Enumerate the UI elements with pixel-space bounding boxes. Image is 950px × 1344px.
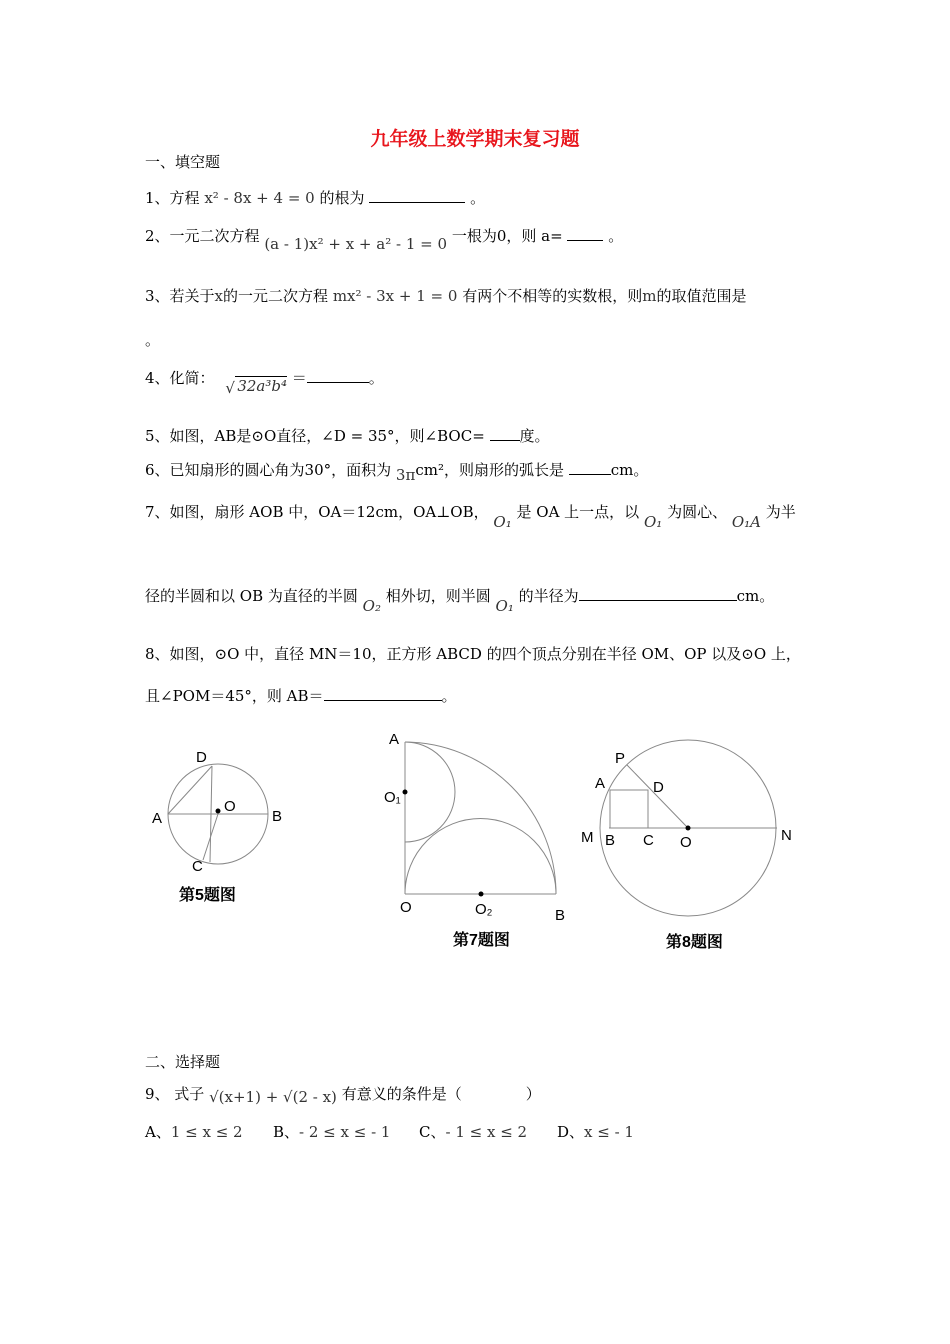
q9-option-c[interactable]: [419, 1122, 557, 1142]
question-8: 8、如图，⊙O 中，直径 MN＝10，正方形 ABCD 的四个顶点分别在半径 OM、OP 以及⊙O 上，: [145, 645, 801, 663]
fig7-label-o1: O₁: [384, 789, 401, 806]
fig7-sector-arc: [405, 742, 556, 894]
q7-line2a: 径的半圆和以 OB 为直径的半圆: [145, 587, 358, 605]
question-4: [145, 368, 384, 397]
question-2: [145, 226, 624, 253]
question-8-line2: [145, 686, 457, 706]
fig7-label-a: A: [389, 731, 400, 748]
figure-7: [380, 724, 580, 924]
q4-prefix: 4、化简：: [145, 369, 215, 387]
fig7-caption: 第7题图: [453, 932, 510, 949]
q4-end: 。: [368, 369, 384, 387]
fig8-label-c: C: [643, 832, 654, 849]
q4-radical: √ 32a³b⁴: [225, 377, 287, 397]
q6-area-value: 3π: [395, 466, 416, 484]
q9-option-a[interactable]: [145, 1122, 273, 1142]
q6-end: cm。: [610, 461, 649, 479]
fig5-label-c: C: [192, 858, 203, 875]
q3-continuation: 。: [145, 331, 161, 349]
fig5-label-b: B: [272, 808, 283, 825]
fig5-label-a: A: [152, 810, 163, 827]
q8-line2: 且∠POM＝45°，则 AB＝: [145, 687, 324, 705]
q9-suffix: 有意义的条件是（: [341, 1085, 462, 1103]
q3-var-x: x: [214, 287, 224, 305]
fig7-label-b: B: [555, 907, 566, 924]
q4-expression: 32a³b⁴: [237, 377, 287, 395]
q2-end: 。: [608, 227, 624, 245]
q3-mid: 的一元二次方程: [223, 287, 329, 305]
fig7-o1-dot: [403, 790, 408, 795]
q8-answer-blank[interactable]: [324, 686, 442, 701]
q9-option-d[interactable]: [557, 1122, 634, 1142]
q2-prefix: 2、一元二次方程: [145, 227, 260, 245]
q9-option-c-label: C、: [419, 1123, 446, 1141]
q3-prefix: 3、若关于: [145, 287, 215, 305]
q7-part3: 为圆心、: [667, 503, 728, 521]
q2-answer-blank[interactable]: [567, 226, 603, 241]
fig7-semicircle-o1: [405, 742, 455, 842]
fig7-semicircle-o2: [405, 819, 556, 894]
q3-equation: mx² - 3x + 1 = 0: [332, 287, 458, 305]
question-3: [145, 286, 746, 306]
q6-answer-blank[interactable]: [569, 460, 611, 475]
fig5-label-d: D: [196, 749, 207, 766]
q1-end: 。: [470, 189, 486, 207]
q1-answer-blank[interactable]: [369, 188, 465, 203]
fig8-center-dot: [686, 826, 691, 831]
fig8-label-b: B: [605, 832, 616, 849]
question-7-line2: [145, 586, 775, 615]
question-5: [145, 426, 550, 446]
question-1: [145, 188, 485, 208]
q7-line2c: 的半径为: [518, 587, 579, 605]
question-9: [145, 1084, 541, 1104]
fig7-label-o2: O₂: [475, 901, 493, 918]
fig8-label-o: O: [680, 834, 692, 851]
fig5-label-o: O: [224, 798, 236, 815]
q9-close: ）: [525, 1085, 541, 1103]
q7-o1-symbol-3: O₁: [495, 597, 514, 615]
q9-option-a-label: A、: [145, 1123, 171, 1141]
q9-option-b[interactable]: [273, 1122, 419, 1142]
q7-o2-symbol: O₂: [362, 597, 381, 615]
q6-mid: cm²，则扇形的弧长是: [415, 461, 564, 479]
page-title: 九年级上数学期末复习题: [370, 128, 580, 150]
fig8-label-a: A: [595, 775, 606, 792]
q9-option-d-label: D、: [557, 1123, 585, 1141]
q7-o1-symbol-2: O₁: [643, 513, 663, 531]
fig8-label-d: D: [653, 779, 664, 796]
q3-suffix: 有两个不相等的实数根，则: [462, 287, 643, 305]
q5-answer-blank[interactable]: [490, 426, 520, 441]
q9-expression: √(x+1) + √(2 - x): [209, 1088, 337, 1106]
q7-part1: 7、如图，扇形 AOB 中，OA＝12cm，OA⊥OB，: [145, 503, 489, 521]
q7-end: cm。: [736, 587, 775, 605]
q1-suffix: 的根为: [319, 189, 365, 207]
figure-8: [578, 735, 808, 925]
fig8-caption: 第8题图: [666, 934, 723, 951]
q7-o1a-symbol: O₁A: [731, 513, 762, 531]
q7-answer-blank[interactable]: [579, 586, 737, 601]
fig8-square-abcd: [610, 790, 648, 828]
q7-part4: 为半: [765, 503, 796, 521]
q9-option-c-text: - 1 ≤ x ≤ 2: [445, 1123, 528, 1141]
section-choice-heading: 二、选择题: [145, 1053, 221, 1071]
q5-end: 度。: [519, 427, 550, 445]
fig5-caption: 第5题图: [179, 887, 236, 904]
fig7-o2-dot: [479, 892, 484, 897]
q9-option-d-text: x ≤ - 1: [584, 1123, 634, 1141]
q7-part2: 是 OA 上一点，以: [516, 503, 640, 521]
fig8-label-m: M: [581, 829, 594, 846]
q3-var-m: m: [642, 287, 657, 305]
fig8-label-n: N: [781, 827, 792, 844]
q9-option-a-text: 1 ≤ x ≤ 2: [170, 1123, 243, 1141]
fig7-label-o: O: [400, 899, 412, 916]
q4-suffix: ＝: [291, 369, 307, 387]
fig8-radius-op: [627, 765, 688, 828]
q9-option-b-label: B、: [273, 1123, 300, 1141]
section-fill-in-heading: 一、填空题: [145, 153, 221, 171]
q3-suffix2: 的取值范围是: [656, 287, 747, 305]
fig5-center-dot: [216, 809, 221, 814]
question-7: [145, 502, 796, 531]
q7-line2b: 相外切，则半圆: [385, 587, 491, 605]
q2-suffix: 一根为0，则 a=: [451, 227, 563, 245]
q2-equation: (a - 1)x² + x + a² - 1 = 0: [264, 235, 448, 253]
q4-answer-blank[interactable]: [307, 368, 369, 383]
fig8-label-p: P: [615, 750, 626, 767]
q8-end: 。: [441, 687, 457, 705]
q9-options: [145, 1122, 634, 1142]
figure-5: [140, 740, 310, 880]
q6-prefix: 6、已知扇形的圆心角为30°，面积为: [145, 461, 392, 479]
q1-prefix: 1、方程: [145, 189, 200, 207]
q9-prefix: 9、 式子: [145, 1085, 205, 1103]
q1-equation: x² - 8x + 4 = 0: [204, 189, 315, 207]
q9-option-b-text: - 2 ≤ x ≤ - 1: [299, 1123, 391, 1141]
q7-o1-symbol: O₁: [493, 513, 512, 531]
q5-text: 5、如图，AB是⊙O直径，∠D = 35°，则∠BOC=: [145, 427, 485, 445]
question-6: [145, 460, 649, 484]
